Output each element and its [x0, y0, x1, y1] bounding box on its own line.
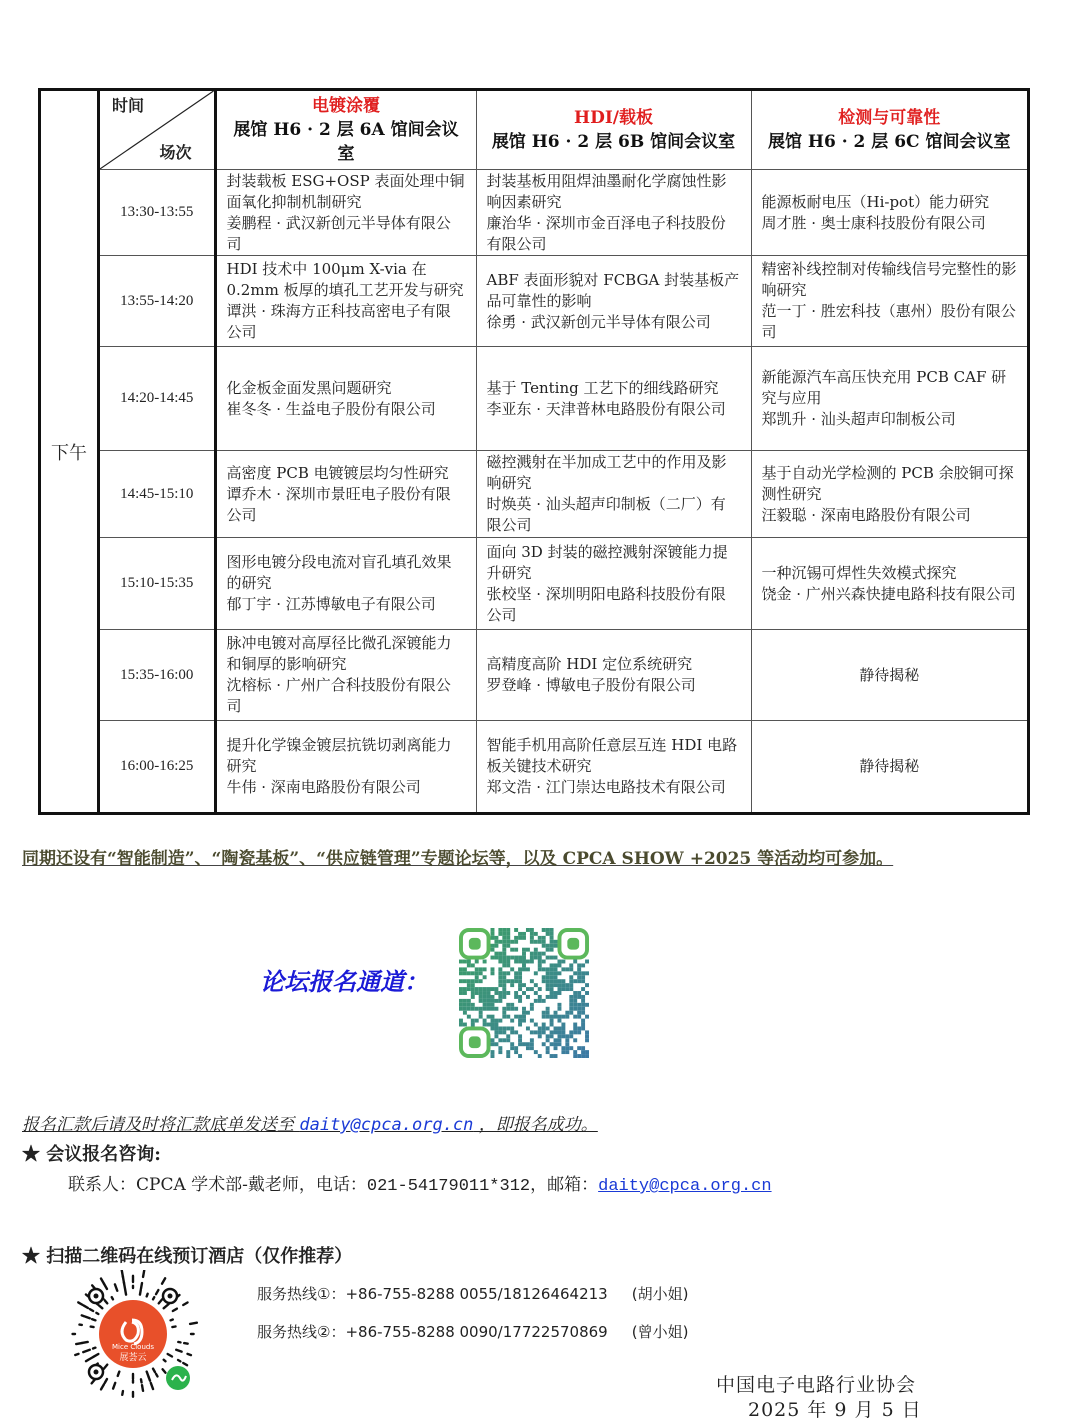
table-header-row	[100, 91, 1027, 169]
to-be-announced: 静待揭秘	[859, 756, 920, 775]
schedule-row	[100, 169, 1027, 255]
hotline-1: 服务热线①：+86-755-8288 0055/18126464213 (胡小姐)	[257, 1285, 689, 1303]
talk-title: 封装基板用阻焊油墨耐化学腐蚀性影响因素研究	[486, 171, 727, 211]
concurrent-events-notice: 同期还设有“智能制造”、“陶瓷基板”、“供应链管理”专题论坛等，以及 CPCA SHOW +2025 等活动均可参加。	[22, 849, 894, 869]
talk-speaker: 周才胜 · 奥士康科技股份有限公司	[761, 213, 986, 232]
session-time: 15:35-16:00	[100, 630, 215, 721]
talk-speaker: 汪毅聪 · 深南电路股份有限公司	[761, 505, 971, 524]
room-topic: HDI/载板	[574, 107, 653, 128]
session-cell	[476, 169, 751, 255]
talk-title: 面向 3D 封装的磁控溅射深镀能力提升研究	[486, 542, 728, 582]
session-cell	[476, 451, 751, 537]
room-hall: 展馆 H6 · 2 层 6B 馆间会议室	[491, 131, 736, 152]
hotline-number: +86-755-8288 0055/18126464213	[345, 1285, 608, 1303]
session-time: 14:20-14:45	[100, 346, 215, 451]
schedule-row	[100, 537, 1027, 630]
session-cell	[751, 256, 1027, 347]
registration-channel-label: 论坛报名通道：	[260, 968, 428, 996]
session-cell	[751, 630, 1027, 721]
schedule-row	[100, 256, 1027, 347]
hotline-number: +86-755-8288 0090/17722570869	[345, 1323, 608, 1341]
session-cell	[215, 720, 476, 812]
talk-title: ABF 表面形貌对 FCBGA 封装基板产品可靠性的影响	[486, 270, 740, 310]
talk-title: 基于 Tenting 工艺下的细线路研究	[486, 378, 719, 397]
session-cell	[215, 451, 476, 537]
schedule-row	[100, 346, 1027, 451]
talk-title: 能源板耐电压（Hi-pot）能力研究	[761, 192, 990, 211]
room-header-b	[476, 91, 751, 169]
session-cell	[215, 537, 476, 630]
talk-title: 一种沉锡可焊性失效模式探究	[761, 563, 957, 582]
contact-phone: 021-54179011*312	[366, 1177, 531, 1196]
talk-speaker: 廉治华 · 深圳市金百泽电子科技股份有限公司	[486, 213, 726, 253]
organization-signature: 中国电子电路行业协会	[716, 1374, 917, 1396]
session-time: 16:00-16:25	[100, 720, 215, 812]
period-label: 下午	[41, 91, 100, 812]
talk-title: 精密补线控制对传输线信号完整性的影响研究	[761, 260, 1017, 300]
session-cell	[215, 346, 476, 451]
schedule-row	[100, 630, 1027, 721]
talk-speaker: 姜鹏程 · 武汉新创元半导体有限公司	[226, 213, 451, 253]
schedule-row	[100, 720, 1027, 812]
talk-title: 图形电镀分段电流对盲孔填孔效果的研究	[226, 553, 452, 593]
room-hall: 展馆 H6 · 2 层 6A 馆间会议室	[233, 119, 459, 164]
talk-title: 基于自动光学检测的 PCB 余胶铜可探测性研究	[761, 463, 1014, 503]
talk-speaker: 谭乔木 · 深圳市景旺电子股份有限公司	[226, 484, 451, 524]
hotel-heading: ★ 扫描二维码在线预订酒店（仅作推荐）	[22, 1246, 353, 1267]
session-cell	[751, 451, 1027, 537]
session-time: 15:10-15:35	[100, 537, 215, 630]
talk-title: 化金板金面发黑问题研究	[226, 378, 392, 397]
contact-info: 联系人：CPCA 学术部-戴老师，电话：021-54179011*312，邮箱：daity@cpca.org.cn	[68, 1175, 772, 1196]
talk-speaker: 徐勇 · 武汉新创元半导体有限公司	[486, 312, 711, 331]
talk-speaker: 张校坚 · 深圳明阳电路科技股份有限公司	[486, 584, 726, 624]
talk-speaker: 沈榕标 · 广州广合科技股份有限公司	[226, 676, 451, 716]
talk-title: 提升化学镍金镀层抗铣切剥离能力研究	[226, 735, 452, 775]
hotel-miniprogram-qr-icon[interactable]	[66, 1270, 200, 1402]
registration-qr-code-icon[interactable]	[458, 928, 590, 1058]
talk-speaker: 范一丁 · 胜宏科技（惠州）股份有限公司	[761, 302, 1016, 342]
payment-instruction: 报名汇款后请及时将汇款底单发送至 daity@cpca.org.cn ，即报名成功。	[22, 1115, 598, 1135]
hotline-contact: (胡小姐)	[631, 1285, 689, 1303]
session-cell	[215, 169, 476, 255]
talk-speaker: 牛伟 · 深南电路股份有限公司	[226, 777, 421, 796]
talk-title: 脉冲电镀对高厚径比微孔深镀能力和铜厚的影响研究	[226, 634, 452, 674]
session-time: 13:30-13:55	[100, 169, 215, 255]
session-cell	[476, 720, 751, 812]
issue-date: 2025 年 9 月 5 日	[748, 1399, 922, 1421]
session-cell	[476, 346, 751, 451]
session-cell	[751, 346, 1027, 451]
talk-title: 智能手机用高阶任意层互连 HDI 电路板关键技术研究	[486, 735, 738, 775]
session-label: 场次	[159, 142, 192, 162]
qr-brand-cn: 展荟云	[119, 1353, 147, 1363]
time-label: 时间	[112, 96, 145, 115]
session-cell	[476, 537, 751, 630]
to-be-announced: 静待揭秘	[859, 665, 920, 684]
talk-title: 新能源汽车高压快充用 PCB CAF 研究与应用	[761, 368, 1007, 408]
session-cell	[751, 169, 1027, 255]
session-cell	[215, 256, 476, 347]
qr-brand-en: Mice Clouds	[111, 1343, 155, 1351]
session-time: 14:45-15:10	[100, 451, 215, 537]
session-cell	[215, 630, 476, 721]
payment-email-link[interactable]: daity@cpca.org.cn	[299, 1115, 474, 1135]
talk-title: HDI 技术中 100μm X-via 在 0.2mm 板厚的填孔工艺开发与研究	[226, 260, 464, 300]
talk-title: 高密度 PCB 电镀镀层均匀性研究	[226, 463, 449, 482]
talk-title: 磁控溅射在半加成工艺中的作用及影响研究	[486, 453, 727, 493]
session-cell	[476, 256, 751, 347]
session-cell	[751, 537, 1027, 630]
session-cell	[751, 720, 1027, 812]
talk-title: 封装载板 ESG+OSP 表面处理中铜面氧化抑制机制研究	[226, 171, 465, 211]
consult-heading: ★ 会议报名咨询:	[22, 1144, 161, 1165]
talk-speaker: 郑文浩 · 江门崇达电路技术有限公司	[486, 777, 726, 796]
room-header-a	[215, 91, 476, 169]
talk-speaker: 崔冬冬 · 生益电子股份有限公司	[226, 399, 436, 418]
talk-speaker: 郁丁宇 · 江苏博敏电子有限公司	[226, 595, 436, 614]
talk-speaker: 时焕英 · 汕头超声印制板（二厂）有限公司	[486, 495, 726, 535]
talk-speaker: 郑凯升 · 汕头超声印制板公司	[761, 410, 956, 429]
schedule-table	[38, 88, 1030, 815]
session-time: 13:55-14:20	[100, 256, 215, 347]
talk-speaker: 罗登峰 · 博敏电子股份有限公司	[486, 676, 696, 695]
contact-email-link[interactable]: daity@cpca.org.cn	[598, 1177, 772, 1196]
room-header-c	[751, 91, 1027, 169]
time-session-header	[100, 91, 215, 169]
talk-speaker: 饶金 · 广州兴森快捷电路科技有限公司	[761, 584, 1016, 603]
session-cell	[476, 630, 751, 721]
schedule-row	[100, 451, 1027, 537]
room-topic: 检测与可靠性	[838, 107, 941, 128]
room-hall: 展馆 H6 · 2 层 6C 馆间会议室	[767, 131, 1011, 152]
room-topic: 电镀涂覆	[312, 95, 380, 116]
talk-title: 高精度高阶 HDI 定位系统研究	[486, 655, 693, 674]
hotline-contact: (曾小姐)	[631, 1323, 689, 1341]
talk-speaker: 李亚东 · 天津普林电路股份有限公司	[486, 399, 726, 418]
hotline-2: 服务热线②：+86-755-8288 0090/17722570869 (曾小姐)	[257, 1323, 689, 1341]
talk-speaker: 谭洪 · 珠海方正科技高密电子有限公司	[226, 302, 451, 342]
